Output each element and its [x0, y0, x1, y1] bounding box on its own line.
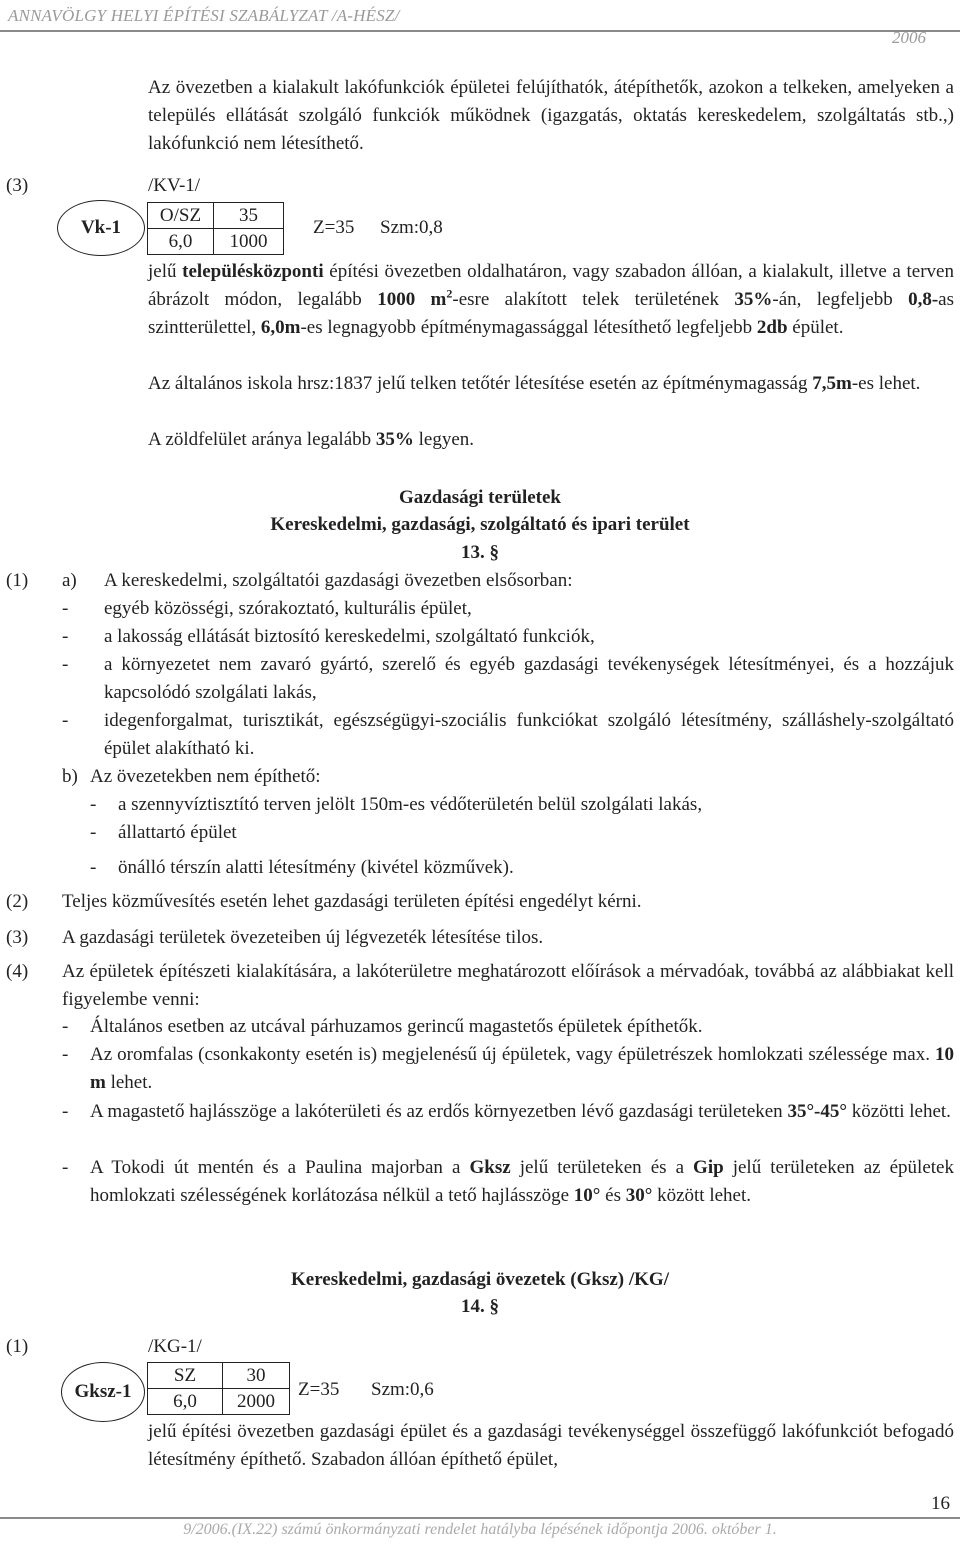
text-bold: településközponti	[182, 261, 324, 282]
text-run: -án, legfeljebb	[772, 289, 909, 310]
text-run: legyen.	[413, 429, 475, 450]
item-b-text: Az övezetekben nem építhető:	[90, 766, 321, 787]
text-run: lehet.	[105, 1072, 153, 1093]
document-header-title: ANNAVÖLGY HELYI ÉPÍTÉSI SZABÁLYZAT /A-HÉSZ/	[8, 6, 400, 25]
a-list-item: a környezetet nem zavaró gyártó, szerelő és egyéb gazdasági tevékenységek létesítményei, és a hozzájuk kapcsolódó szolgálati lakás,	[104, 654, 954, 703]
item-number-3: (3)	[6, 175, 29, 196]
regulation-box-gksz	[147, 1362, 290, 1415]
item-3-text: A gazdasági területek övezeteiben új légvezeték létesítése tilos.	[62, 927, 544, 948]
dash: -	[90, 794, 97, 815]
vk-school-paragraph	[148, 370, 954, 398]
vk-description	[148, 258, 954, 342]
b-list-item: önálló térszín alatti létesítmény (kivétel közművek).	[118, 857, 514, 878]
text-run: A magastető hajlásszöge a lakóterületi és az erdős környezetben lévő gazdasági területeken	[90, 1101, 788, 1122]
dash: -	[90, 857, 97, 878]
text-bold: 6,0m	[260, 317, 301, 338]
text-bold: 0,8-	[908, 289, 939, 310]
section-title-gazdasagi: Gazdasági területek	[398, 487, 561, 508]
item-label-a: a)	[62, 570, 77, 591]
item-4-dash-4	[90, 1154, 954, 1210]
vk-green-paragraph	[148, 426, 474, 454]
text-bold: Gip	[693, 1157, 724, 1178]
dash: -	[62, 1101, 69, 1122]
section-number-13: 13. §	[461, 542, 499, 563]
regulation-floor-ratio: Szm:0,6	[371, 1379, 434, 1400]
text-run: -esre alakított telek területének	[452, 289, 735, 310]
regulation-cell-plot: 2000	[223, 1389, 290, 1415]
item-4-dash-3	[90, 1098, 954, 1126]
text-run: -es lehet.	[851, 373, 921, 394]
a-list-item: a lakosság ellátását biztosító kereskedelmi, szolgáltató funkciók,	[104, 626, 595, 647]
dash: -	[90, 822, 97, 843]
zone-code-badge-gksz: Gksz-1	[61, 1362, 145, 1422]
text-run: as szintterülettel,	[148, 289, 954, 338]
dash: -	[62, 710, 69, 731]
dash: -	[62, 626, 69, 647]
item-a-text: A kereskedelmi, szolgáltatói gazdasági övezetben elsősorban:	[104, 570, 573, 591]
text-run: között lehet.	[652, 1185, 752, 1206]
regulation-cell-percent: 35	[214, 203, 284, 229]
zone-code-label-kg: /KG-1/	[148, 1336, 202, 1357]
item-number-1: (1)	[6, 570, 29, 591]
dash: -	[62, 1044, 69, 1065]
a-list-item: egyéb közösségi, szórakoztató, kulturális épület,	[104, 598, 472, 619]
text-run: A zöldfelület aránya legalább	[148, 429, 376, 450]
item-number-4: (4)	[6, 961, 29, 982]
item-number-1b: (1)	[6, 1336, 29, 1357]
text-run: -es legnagyobb építménymagassággal létesíthető legfeljebb	[300, 317, 757, 338]
regulation-cell-type: O/SZ	[148, 203, 214, 229]
section-number-14: 14. §	[461, 1296, 499, 1317]
text-run: jelű területeken az épületek homlokzati szélességének korlátozása nélkül a tető hajlásszöge	[90, 1157, 954, 1206]
text-bold: 10 m	[90, 1044, 954, 1093]
dash: -	[62, 598, 69, 619]
header-rule	[0, 30, 960, 32]
item-4-text: Az épületek építészeti kialakítására, a lakóterületre meghatározott előírások a mérvadóak, továbbá az alábbiakat kell figyelembe venni:	[62, 961, 954, 1010]
zone-code-badge: Vk-1	[57, 200, 145, 256]
text-bold: 10°	[573, 1185, 601, 1206]
text-run: jelű területeken és a	[510, 1157, 694, 1178]
regulation-cell-height: 6,0	[148, 229, 214, 255]
regulation-cell-plot: 1000	[214, 229, 284, 255]
zone-code-label: /KV-1/	[148, 175, 201, 196]
regulation-green-ratio: Z=35	[313, 217, 355, 238]
item-number-2: (2)	[6, 891, 29, 912]
gksz-description: jelű építési övezetben gazdasági épület és a gazdasági tevékenységgel összefüggő lakófunkciót befogadó létesítmény építhető. Szabadon állóan építhető épület,	[148, 1421, 954, 1470]
text-bold: 30°	[625, 1185, 653, 1206]
regulation-green-ratio: Z=35	[298, 1379, 340, 1400]
item-number-3b: (3)	[6, 927, 29, 948]
text-run: Az általános iskola hrsz:1837 jelű telken tetőtér létesítése esetén az építménymagasság	[148, 373, 813, 394]
section-subtitle: Kereskedelmi, gazdasági, szolgáltató és ipari terület	[270, 514, 690, 535]
text-bold: 35%	[375, 429, 414, 450]
text-bold: 2	[446, 286, 453, 301]
text-run: és	[600, 1185, 626, 1206]
b-list-item: állattartó épület	[118, 822, 237, 843]
dash: -	[62, 1016, 69, 1037]
regulation-box	[147, 202, 284, 255]
text-bold: 35°-45°	[787, 1101, 847, 1122]
text-run: jelű	[148, 261, 183, 282]
page-number: 16	[931, 1493, 950, 1514]
b-list-item: a szennyvíztisztító terven jelölt 150m-es védőterületén belül szolgálati lakás,	[118, 794, 703, 815]
item-label-b: b)	[62, 766, 78, 787]
text-bold: 7,5m	[812, 373, 852, 394]
item-4-dash-2	[90, 1041, 954, 1097]
text-run: közötti lehet.	[846, 1101, 951, 1122]
intro-paragraph: Az övezetben a kialakult lakófunkciók épületei felújíthatók, átépíthetők, azokon a telkeken, amelyeken a település ellátását szolgáló funkciók működnek (igazgatás, oktatás kereskedelem, szolgáltatás stb.,) lakófunkció nem létesíthető.	[148, 77, 954, 154]
text-run: építési övezetben oldalhatáron, vagy szabadon állóan, a kialakult, illetve a terven ábrázolt módon, legalább	[148, 261, 954, 310]
dash: -	[62, 654, 69, 675]
text-run: épület.	[787, 317, 844, 338]
footer-text: 9/2006.(IX.22) számú önkormányzati rendelet hatályba lépésének időpontja 2006. október 1.	[183, 1521, 777, 1538]
regulation-cell-percent: 30	[223, 1363, 290, 1389]
text-bold: 2db	[756, 317, 788, 338]
regulation-cell-height: 6,0	[148, 1389, 223, 1415]
section-title-gksz: Kereskedelmi, gazdasági övezetek (Gksz) /KG/	[290, 1269, 669, 1290]
regulation-floor-ratio: Szm:0,8	[380, 217, 443, 238]
text-run: A Tokodi út mentén és a Paulina majorban a	[90, 1157, 470, 1178]
item-4-dash-1: Általános esetben az utcával párhuzamos gerincű magastetős épületek építhetők.	[90, 1016, 703, 1037]
document-header-year: 2006	[892, 28, 926, 47]
text-bold: 35%	[734, 289, 773, 310]
text-bold: 1000 m	[377, 289, 447, 310]
item-2-text: Teljes közművesítés esetén lehet gazdasági területen építési engedélyt kérni.	[62, 891, 642, 912]
dash: -	[62, 1157, 69, 1178]
regulation-cell-type: SZ	[148, 1363, 223, 1389]
text-run: Az oromfalas (csonkakonty esetén is) megjelenésű új épületek, vagy épületrészek homlokzati szélessége max.	[90, 1044, 935, 1065]
a-list-item: idegenforgalmat, turisztikát, egészségügyi-szociális funkciókat szolgáló létesítmény, szálláshely-szolgáltató épület alakítható ki.	[104, 710, 954, 759]
text-bold: Gksz	[469, 1157, 511, 1178]
